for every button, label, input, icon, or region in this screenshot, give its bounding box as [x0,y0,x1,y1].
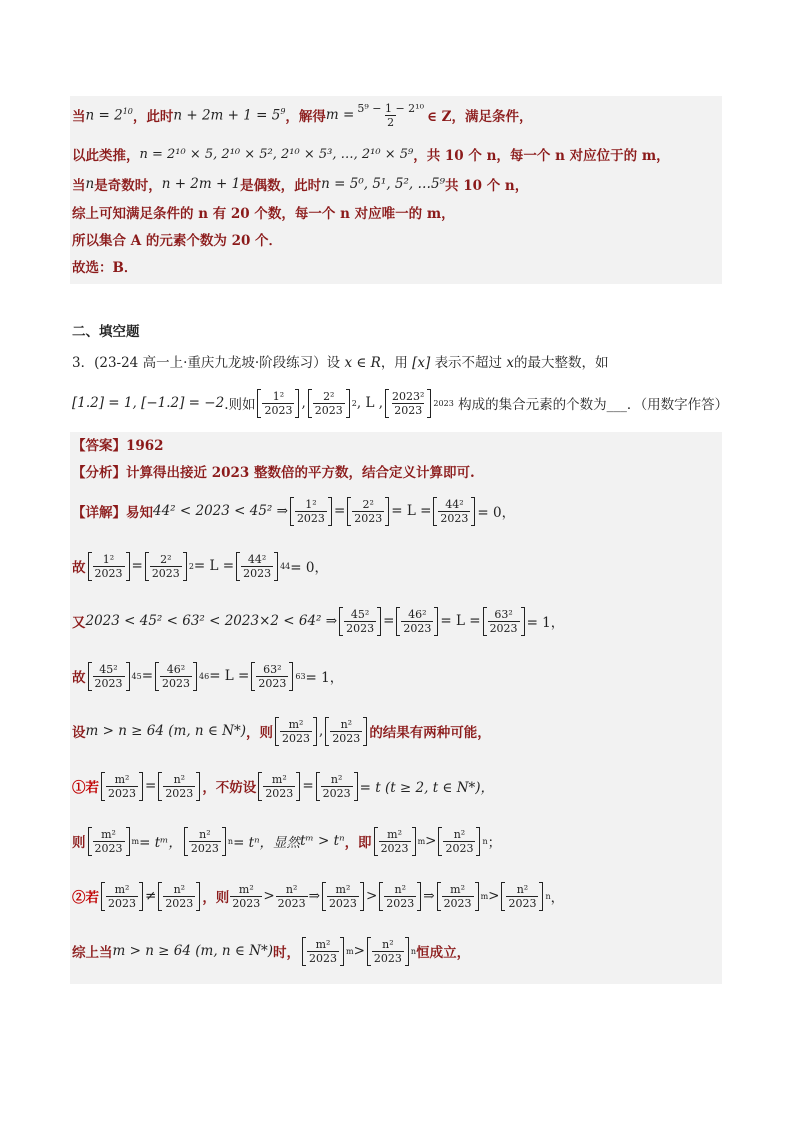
text: ，共 10 个 n，每一个 n 对应位于的 m， [413,148,670,164]
question-line-1 [72,351,608,371]
math: m = [325,107,355,123]
text: = 1， [305,670,344,686]
math: [x] [412,355,431,371]
denominator: 2 [387,115,395,129]
text: ①若 [72,780,99,796]
math: = t (t ≥ 2, t ∈ N*)， [359,780,495,796]
math: [1.2] = 1, [−1.2] = −2 [72,395,225,411]
math: 2023 < 45² < 63² < 2023×2 < 64² ⇒ [85,613,338,629]
text: 故 [72,670,86,686]
text: = 1， [526,615,565,631]
floor-bracket: 1² 2023 [257,389,299,418]
case2-line: ②若 m² 2023 ≠ n² 2023 ，则 m² 2023 > n² 2023 ⇒ m² 2023 > n² 2023 ⇒ m² 2023 m > n² 2023 n ， [72,882,565,910]
detail-line-2: 故 1² 2023 = 2² 2023 2 = L = 44² 2023 44 = 0， [72,552,328,580]
text: 共 10 个 n， [445,178,529,194]
text: 又 [72,615,86,631]
math: n = 5⁰, 5¹, 5², …5⁹ [321,176,446,192]
math: = tᵐ， [139,835,182,851]
math: n + 2m + 1 [161,176,241,192]
text: 是偶数，此时 [240,178,322,194]
text: 以此类推， [72,148,140,164]
exponent: 10 [122,106,133,116]
text: 当 [72,109,86,125]
text: ，此时 [132,109,174,125]
case1-line: ①若 m² 2023 = n² 2023 ，不妨设 m² 2023 = n² 2023 = t (t ≥ 2, t ∈ N*)， [72,772,495,800]
text: .则如 [224,397,256,413]
floor-bracket: 2² 2023 [308,389,350,418]
math: m > n ≥ 64 (m, n ∈ N*) [112,943,274,959]
detail-line-3: 又 2023 < 45² < 63² < 2023×2 < 64² ⇒ 45² 2023 = 46² 2023 = L = 63² 2023 = 1， [72,607,565,635]
text: ②若 [72,890,99,906]
text: 故 [72,560,86,576]
text: 【详解】易知 [72,505,153,521]
text: 的最大整数，如 [513,355,609,371]
text: ； [487,835,502,851]
case1-then-line: 则 m² 2023 m = tᵐ， n² 2023 n = tⁿ，显然 tᵐ > tⁿ ，即 m² 2023 m > n² 2023 n ； [72,827,502,855]
math: n [85,176,95,192]
floor-bracket: 2023² 2023 [385,389,431,418]
math: 44² < 2023 < 45² ⇒ [153,503,288,519]
text: ，则 [202,890,230,906]
detail-line-5: 设 m > n ≥ 64 (m, n ∈ N*) ，则 m² 2023 , n² 2023 的结果有两种可能， [72,717,491,745]
math: tᵐ > tⁿ [300,833,345,849]
text: = 0， [290,560,328,576]
text: 当 [72,178,86,194]
text: 时， [273,945,301,961]
math: x [506,355,514,371]
text: 则 [72,835,86,851]
answer-line: 【答案】1962 [72,438,164,454]
text: ，不妨设 [202,780,257,796]
fraction [355,102,426,129]
question-line-2: [1.2] = 1, [−1.2] = −2 .则如 1² 2023 , 2² 2023 2 , L , 2023² 2023 2023 构成的集合元素的个数为___．（用数字作答） [72,389,729,417]
text: 是奇数时， [94,178,162,194]
math: n = 2¹⁰ × 5, 2¹⁰ × 5², 2¹⁰ × 5³, …, 2¹⁰ × 5⁹ [139,146,414,162]
text: 表示不超过 [434,355,503,371]
text: 构成的集合元素的个数为___．（用数字作答） [458,397,729,413]
text: = 0， [477,505,516,521]
section-title: 二、填空题 [72,324,140,340]
summary-line: 综上当 m > n ≥ 64 (m, n ∈ N*) 时， m² 2023 m > n² 2023 n 恒成立， [72,937,471,965]
text: 恒成立， [416,945,471,961]
math: x ∈ R [344,355,381,371]
exponent: 9 [280,106,286,116]
text: 3．(23-24 高一上·重庆九龙坡·阶段练习）设 [72,355,341,371]
p1-line6: 故选：B． [72,260,138,276]
analysis-line: 【分析】计算得出接近 2023 整数倍的平方数，结合定义计算即可. [72,465,475,481]
math [173,107,285,124]
text: n = 2 [85,107,123,124]
text: n + 2m + 1 = 5 [173,107,281,124]
text: ，则 [246,725,274,741]
text: ，解得 [285,109,326,125]
text: 设 [72,725,86,741]
text: 综上当 [72,945,113,961]
text: ， [550,890,565,906]
text: 的结果有两种可能， [369,725,491,741]
text: ，即 [344,835,372,851]
detail-line-4: 故 45² 2023 45 = 46² 2023 46 = L = 63² 2023 63 = 1， [72,662,344,690]
math: = tⁿ，显然 [233,835,301,851]
math: m > n ≥ 64 (m, n ∈ N*) [85,723,247,739]
text: ，用 [380,355,408,371]
p1-line4: 综上可知满足条件的 n 有 20 个数，每一个 n 对应唯一的 m， [72,206,455,222]
math [86,107,133,124]
numerator: 5⁹ − 1 − 2¹⁰ [357,101,424,115]
text: ∈ Z，满足条件， [426,109,533,125]
detail-line-1: 【详解】易知 44² < 2023 < 45² ⇒ 1² 2023 = 2² 2023 = L = 44² 2023 = 0， [72,497,516,525]
p1-line5: 所以集合 A 的元素个数为 20 个． [72,233,283,249]
